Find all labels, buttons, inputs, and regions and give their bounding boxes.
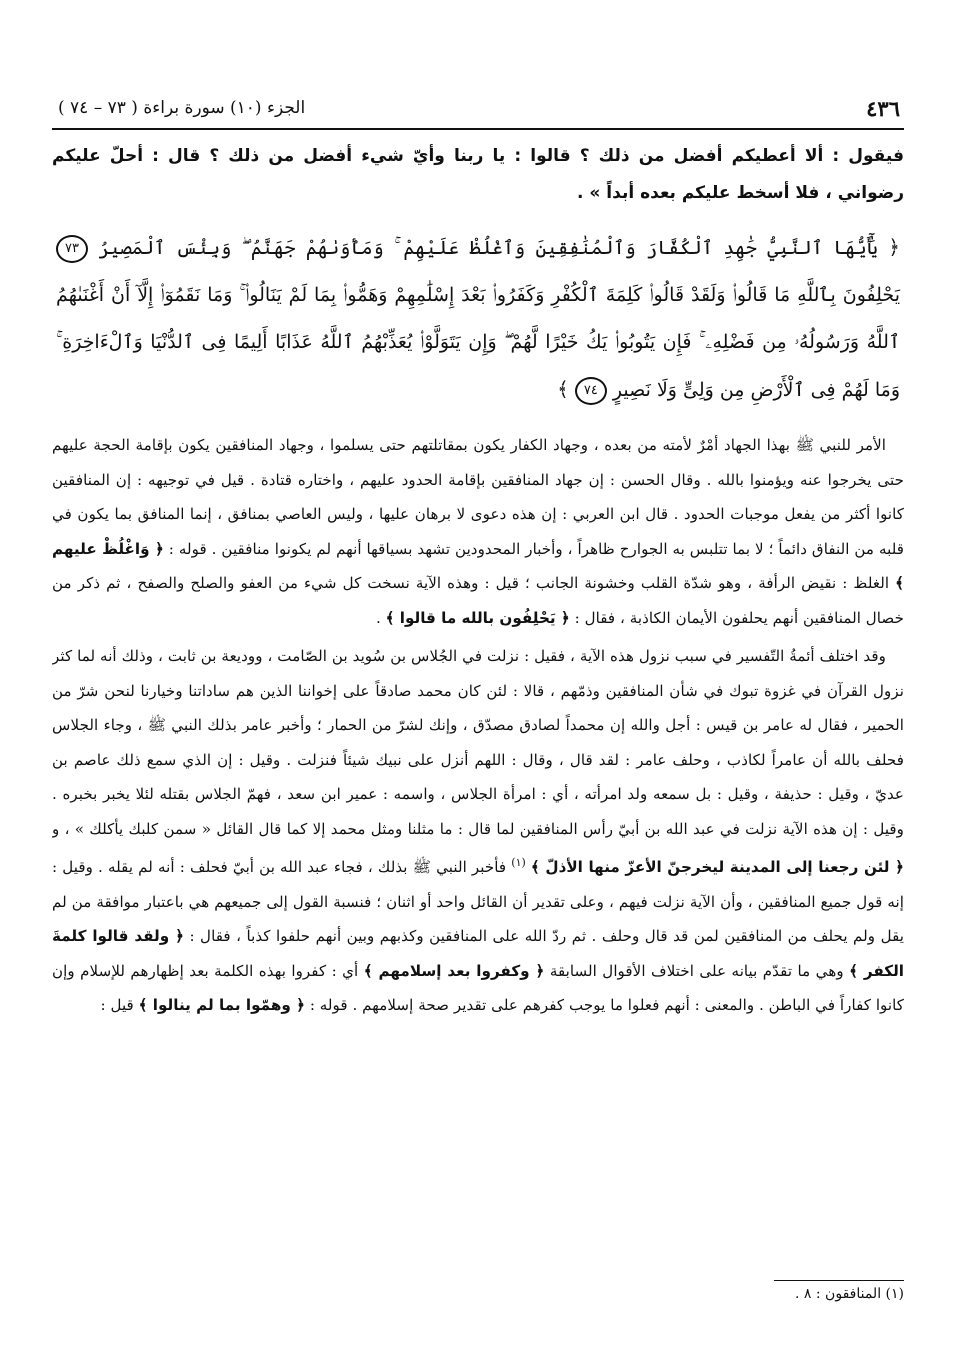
p1-text-2: الغلظ : نقيض الرأفة ، وهو شدّة القلب وخشونة الجانب ؛ قيل : وهذه الآية نسخت كل شيء من العفو والصلح والصفح ، ثم ذكر من خصال المنافقين أنهم يحلفون الأيمان الكاذبة ، فقال : [52, 574, 904, 627]
p2-quote-3: ﴿ وكفروا بعد إسلامهم ﴾ [363, 961, 545, 980]
p2-text-2: فأخبر النبي ﷺ بذلك ، فجاء عبد الله بن أبيّ فحلف : أنه لم يقله . وقيل : إنه قول جميع المنافقين ، وأن الآية نزلت فيهم ، وعلى تقدير أن القائل واحد أو اثنان ؛ فنسبة القول إلى جميعهم هي باعتبار موافقة من لم يقل ولم يحلف من المنافقين لمن قد قال وحلف . ثم ردّ الله على المنافقين وكذبهم وبين أنهم حلفوا كذباً ، فقال : [52, 858, 904, 946]
running-head: الجزء (١٠) سورة براءة ( ٧٣ – ٧٤ ) [58, 98, 306, 118]
p1-text-1: الأمر للنبي ﷺ بهذا الجهاد أمْرٌ لأمته من بعده ، وجهاد الكفار يكون بمقاتلتهم حتى يسلموا ، وجهاد المنافقين يكون بإقامة الحجة عليهم حتى يخرجوا عنه ويؤمنوا بالله . وقال الحسن : إن جهاد المنافقين بإقامة الحدود عليهم ، واختاره قتادة . قيل في توجيهه : إن المنافقين كانوا أكثر من يفعل موجبات الحدود . قال ابن العربي : إن هذه دعوى لا برهان عليها ، وليس العاصي بمنافق ، إنما المنافق بما يكون في قلبه من النفاق دائماً ؛ لا بما تتلبس به الجوارح ظاهراً ، وأخبار المحدودين تشهد بسياقها أنهم لم يكونوا منافقين . قوله : [52, 436, 904, 558]
p2-quote-1: ﴿ لئن رجعنا إلى المدينة ليخرجنّ الأعزّ منها الأذلّ ﴾ [530, 858, 904, 877]
page-body [52, 138, 904, 1027]
quran-verses [52, 224, 904, 414]
p2-quote-4: ﴿ وهمّوا بما لم ينالوا ﴾ [138, 996, 305, 1015]
commentary-paragraph-2 [52, 639, 904, 1023]
p2-text-5: قيل : [100, 996, 134, 1015]
quran-bracket-close: ﴾ [557, 377, 569, 401]
p2-quote-2: ﴿ ولقد قالوا كلمةَ الكفر ﴾ [52, 927, 904, 980]
commentary-paragraph-1 [52, 428, 904, 635]
quran-bracket-open: ﴿ [888, 235, 900, 259]
page-header [52, 88, 904, 130]
verse-74-number: ٧٤ [575, 377, 607, 405]
p1-quote-1: ﴿ وَاغْلُظْ عليهم ﴾ [52, 539, 904, 592]
p2-text-1: وقد اختلف أئمةُ التّفسير في سبب نزول هذه الآية ، فقيل : نزلت في الجُلاس بن سُويد بن الصّامت ، ووديعة بن ثابت ، وذلك أنه لما كثر نزول القرآن في غزوة تبوك في شأن المنافقين وذمّهم ، قالا : لئن كان محمد صادقاً على إخواننا الذين هم ساداتنا وخيارنا لنحن شرّ من الحمير ، فقال له عامر بن قيس : أجل والله إن محمداً لصادق مصدّق ، وإنك لشرّ من الحمار ؛ وأخبر عامر بذلك النبي ﷺ ، وجاء الجلاس فحلف بالله أن عامراً لكاذب ، وحلف عامر : لقد قال ، وقال : اللهم أنزل على نبيك شيئاً فنزلت . وقيل : إن الذي سمع ذلك عاصم بن عديّ ، وقيل : حذيفة ، وقيل : بل سمعه ولد امرأته ، أي : امرأة الجلاس ، واسمه : عمير ابن سعد ، فهمّ الجلاس بقتله لئلا يخبر بخبره . وقيل : إن هذه الآية نزلت في عبد الله بن أبيّ رأس المنافقين لما قال : ما مثلنا ومثل محمد إلا كما قال القائل « سمن كلبك يأكلك » ، و [52, 647, 904, 838]
footnote-reference: (١) [511, 856, 526, 869]
p2-text-4: أي : كفروا بهذه الكلمة بعد إظهارهم للإسلام وإن كانوا كفاراً في الباطن . والمعنى : أنهم فعلوا ما يوجب كفرهم على تقدير صحة إسلامهم . قوله : [52, 961, 904, 1015]
footnote-divider [774, 1280, 904, 1281]
p1-text-3: . [375, 608, 381, 627]
verse-74-text: يَحْلِفُونَ بِٱللَّهِ مَا قَالُوا۟ وَلَقَدْ قَالُوا۟ كَلِمَةَ ٱلْكُفْرِ وَكَفَرُوا۟ بَعْدَ إِسْلَٰمِهِمْ وَهَمُّوا۟ بِمَا لَمْ يَنَالُوا۟ ۚ وَمَا نَقَمُوٓا۟ إِلَّآ أَنْ أَغْنَىٰهُمُ ٱللَّهُ وَرَسُولُهُۥ مِن فَضْلِهِۦ ۚ فَإِن يَتُوبُوا۟ يَكُ خَيْرًا لَّهُمْ ۖ وَإِن يَتَوَلَّوْا۟ يُعَذِّبْهُمُ ٱللَّهُ عَذَابًا أَلِيمًا فِى ٱلدُّنْيَا وَٱلْءَاخِرَةِ ۚ وَمَا لَهُمْ فِى ٱلْأَرْضِ مِن وَلِىٍّ وَلَا نَصِيرٍ [56, 284, 900, 401]
p2-text-3: وهي ما تقدّم بيانه على اختلاف الأقوال السابقة [549, 961, 844, 980]
verse-73-text: يَٰٓأَيُّهَا ٱلنَّبِيُّ جَٰهِدِ ٱلْكُفَّارَ وَٱلْمُنَٰفِقِينَ وَٱغْلُظْ عَلَيْهِمْ ۚ وَمَأْوَىٰهُمْ جَهَنَّمُ ۖ وَبِئْسَ ٱلْمَصِيرُ [98, 237, 878, 259]
book-page [52, 88, 904, 1338]
page-number: ٤٣٦ [866, 96, 900, 121]
hadith-ending: فيقول : ألا أعطيكم أفضل من ذلك ؟ قالوا : يا ربنا وأيّ شيء أفضل من ذلك ؟ قال : أحلّ عليكم رضواني ، فلا أسخط عليكم بعده أبداً » . [52, 146, 904, 203]
verse-73-number: ٧٣ [56, 235, 88, 263]
footnote: (١) المنافقون : ٨ . [795, 1286, 904, 1302]
p1-quote-2: ﴿ يَحْلِفُون بالله ما قالوا ﴾ [385, 608, 570, 627]
